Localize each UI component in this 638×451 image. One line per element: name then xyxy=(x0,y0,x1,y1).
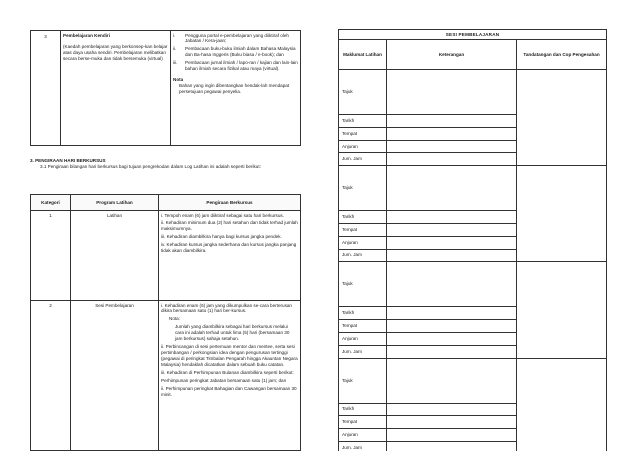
rule-item: Perhimpunan peringkat Jabatan bersamaan satu (1) jam; dan xyxy=(161,378,287,384)
item-title: Pembelajaran Kendiri xyxy=(63,32,110,38)
field-label: Anjuran xyxy=(339,236,387,249)
rule-note: Jumlah yang diambilkira sebagai hari berkursus melalui cara ini adalah terhad untuk lima (5) hari (bersamaan 30 jam berkursus) sahaja setahun. xyxy=(175,324,290,342)
form-title-row xyxy=(339,30,607,40)
field-label: Tajuk xyxy=(339,262,387,307)
signature-cell[interactable] xyxy=(517,358,607,451)
field-value-cell[interactable] xyxy=(387,140,517,153)
field-label: Tajuk xyxy=(339,70,387,115)
field-value-cell[interactable] xyxy=(387,332,517,345)
note-text: Bahan yang ingin dibentangkan hendak-lah mendapat persetujuan pegawai penyelia. xyxy=(179,83,290,95)
form-title: SESI PEMBELAJARAN xyxy=(339,30,607,40)
header-maklumat: Maklumat Latihan xyxy=(339,40,387,70)
field-value-cell[interactable] xyxy=(387,358,517,403)
kategori-cell: 2 xyxy=(31,301,71,451)
rule-item: iv. Kehadiran kursus jangka sederhana dan kursus jangka panjang tidak akan diambilkira. xyxy=(161,242,297,254)
rule-item: iii. Kehadiran diambilkira hanya bagi kursus jangka pendek. xyxy=(161,234,282,240)
field-label: Tarikh xyxy=(339,211,387,224)
field-label: Tempat xyxy=(339,320,387,333)
field-label: Tarikh xyxy=(339,115,387,128)
field-value-cell[interactable] xyxy=(387,115,517,128)
field-value-cell[interactable] xyxy=(387,211,517,224)
field-value-cell[interactable] xyxy=(387,249,517,262)
table-row xyxy=(31,301,301,451)
list-marker: ii. xyxy=(173,46,177,52)
log-row-tajuk xyxy=(339,166,607,211)
field-value-cell[interactable] xyxy=(387,127,517,140)
section-body: 3.1 Pengiraan bilangan hari berkursus bagi tujuan pengrekodan dalam Log Latihan ini adalah seperti berikut: xyxy=(40,163,261,169)
rule-item: iii. Kehadiran di Perhimpunan Bulanan diambilkira seperti berikut: xyxy=(161,370,294,376)
log-row-tajuk xyxy=(339,70,607,115)
kategori-cell: 1 xyxy=(31,211,71,301)
program-cell: Sesi Pembelajaran xyxy=(71,301,159,451)
list-marker: i. xyxy=(173,32,176,38)
field-value-cell[interactable] xyxy=(387,223,517,236)
signature-cell[interactable] xyxy=(517,262,607,358)
rule-note-title: Nota: xyxy=(169,316,180,322)
rule-item: i. Kehadiran enam (6) jam yang dikumpulkan se-cara berterusan dikira bersamaan satu (1) hari ber-kursus. xyxy=(161,302,292,314)
rule-item: ii. Kehadiran minimum dua (2) hari setahun dan tidak terhad jumlah maksimumnya. xyxy=(161,220,298,232)
header-pengiraan: Pengiraan Berkursus xyxy=(159,195,301,211)
field-label: Jum. Jam xyxy=(339,345,387,358)
list-marker: iii. xyxy=(173,60,178,66)
header-tandatangan: Tandatangan dan Cop Pengesahan xyxy=(517,40,607,70)
field-label: Tempat xyxy=(339,416,387,429)
signature-cell[interactable] xyxy=(517,70,607,166)
note-title: Nota xyxy=(173,77,184,83)
field-value-cell[interactable] xyxy=(387,441,517,451)
form-header-row xyxy=(339,40,607,70)
field-value-cell[interactable] xyxy=(387,236,517,249)
learning-method-table xyxy=(30,30,301,146)
rule-item: i. Tempoh enam (6) jam diiktiraf sebagai satu hari berkursus. xyxy=(161,212,284,218)
pengiraan-cell xyxy=(159,211,301,301)
field-label: Tajuk xyxy=(339,358,387,403)
field-value-cell[interactable] xyxy=(387,429,517,442)
field-value-cell[interactable] xyxy=(387,307,517,320)
field-value-cell[interactable] xyxy=(387,153,517,166)
table-header-row xyxy=(31,195,301,211)
field-label: Tarikh xyxy=(339,403,387,416)
header-kategori: Kategori xyxy=(31,195,71,211)
item-description: (Kaedah pembelajaran yang berkonsep-kan belajar atas daya usaha sendiri. Pembelajaran melibatkan secara berse-muka dan tidak bersemuka (virtual) xyxy=(63,44,168,62)
field-label: Jum. Jam xyxy=(339,249,387,262)
field-label: Tarikh xyxy=(339,307,387,320)
section-heading: 3. PENGIRAAN HARI BERKURSUS xyxy=(30,158,106,163)
item-list-cell xyxy=(171,31,301,146)
signature-cell[interactable] xyxy=(517,166,607,262)
field-label: Anjuran xyxy=(339,140,387,153)
field-value-cell[interactable] xyxy=(387,70,517,115)
course-days-table xyxy=(30,194,301,451)
section-3 xyxy=(30,158,300,170)
field-value-cell[interactable] xyxy=(387,403,517,416)
header-program: Program Latihan xyxy=(71,195,159,211)
program-cell: Latihan xyxy=(71,211,159,301)
list-item xyxy=(173,33,298,45)
log-row-tajuk xyxy=(339,358,607,403)
field-label: Jum. Jam xyxy=(339,441,387,451)
list-item xyxy=(173,46,298,58)
learning-session-log xyxy=(338,29,607,451)
rule-item: ii. Perbincangan di sesi pertemuan mentor dan mentee, serta sesi pertimbangan / perkongsian idea dengan pengurusan tertinggi (pegawai di peringkat Timbalan Pengarah hingga Akauntan Negara Malaysia) hendaklah dicatatkan dalam sebuah buku catatan. xyxy=(161,344,298,368)
field-value-cell[interactable] xyxy=(387,320,517,333)
field-value-cell[interactable] xyxy=(387,166,517,211)
rule-item: ii. Perhimpunan peringkat Bahagian dan Cawangan bersamaan 30 minit. xyxy=(161,386,297,398)
field-label: Jum. Jam xyxy=(339,153,387,166)
item-number: 3 xyxy=(31,31,61,146)
field-value-cell[interactable] xyxy=(387,416,517,429)
field-label: Anjuran xyxy=(339,429,387,442)
table-row xyxy=(31,31,301,146)
table-row xyxy=(31,211,301,301)
field-label: Anjuran xyxy=(339,332,387,345)
list-text: Pembacaan buku-buku ilmiah dalam Bahasa Malaysia dan Ba-hasa Inggeris (Buku biasa / e-book); dan xyxy=(185,46,296,58)
field-label: Tempat xyxy=(339,223,387,236)
log-row-tajuk xyxy=(339,262,607,307)
header-keterangan: Keterangan xyxy=(387,40,517,70)
field-value-cell[interactable] xyxy=(387,262,517,307)
list-item xyxy=(173,60,298,72)
item-description-cell xyxy=(61,31,171,146)
pengiraan-cell xyxy=(159,301,301,451)
field-value-cell[interactable] xyxy=(387,345,517,358)
list-text: Pengguna portal e-pembelajaran yang diiktiraf oleh Jabatan / Kera-jaan; xyxy=(185,32,289,44)
item-list xyxy=(173,33,298,73)
field-label: Tajuk xyxy=(339,166,387,211)
list-text: Pembacaan jurnal ilmiah / lapo-ran / kajian dan lain-lain bahan ilmiah secara fizikal atau maya (virtual). xyxy=(185,60,298,72)
field-label: Tempat xyxy=(339,127,387,140)
